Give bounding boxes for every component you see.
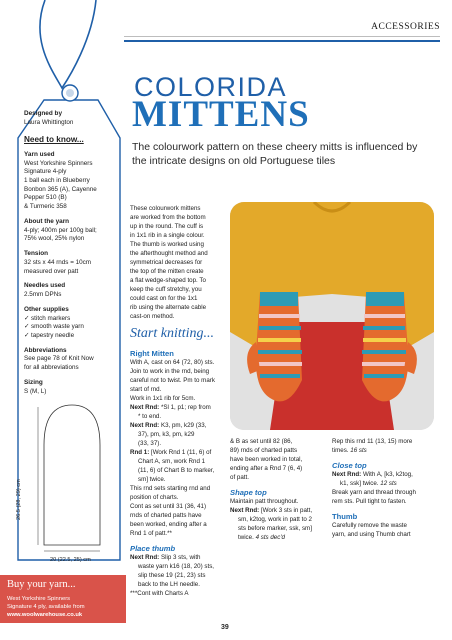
pattern-line: * to end. bbox=[138, 412, 162, 420]
shape-top-column bbox=[230, 438, 330, 543]
pattern-line: With A, cast on 64 (72, 80) sts. bbox=[130, 359, 215, 366]
intro-column bbox=[130, 205, 226, 322]
intro-line: up in the round. The cuff is bbox=[130, 222, 204, 230]
header-accent-rule bbox=[124, 40, 440, 42]
pattern-line: (11, 6) of Chart B to marker, bbox=[138, 466, 215, 474]
pattern-line: sm] twice. bbox=[138, 475, 166, 483]
pattern-line: been worked, ending after a bbox=[130, 520, 207, 528]
intro-line: could cast on for the 1x1 bbox=[130, 294, 198, 302]
pattern-line: twice. bbox=[238, 533, 254, 541]
sizing-line: S (M, L) bbox=[24, 387, 47, 395]
pattern-line: ending after a Rnd 7 (6, 4) bbox=[230, 464, 303, 472]
round-label: Next Rnd: bbox=[230, 506, 260, 514]
pattern-line: slip these 19 (21, 23) sts bbox=[138, 571, 206, 579]
right-mitten-column bbox=[130, 348, 230, 599]
yarn-used-label: Yarn used bbox=[24, 150, 55, 158]
place-thumb-heading: Place thumb bbox=[130, 543, 176, 553]
pattern-line: Carefully remove the waste bbox=[332, 521, 407, 529]
intro-line: These colourwork mittens bbox=[130, 205, 201, 212]
pattern-line: Chart A, sm, work Rnd 1 bbox=[138, 457, 206, 465]
intro-line: The thumb is worked using bbox=[130, 240, 204, 248]
needles-line: 2.5mm DPNs bbox=[24, 291, 62, 299]
tension-line: measured over patt bbox=[24, 267, 79, 275]
yarn-line: 1 ball each in Blueberry bbox=[24, 177, 90, 185]
pattern-line: Work in 1x1 rib for 5cm. bbox=[130, 394, 196, 402]
intro-line: a flat wedge-shaped top. To bbox=[130, 276, 206, 284]
stitch-count-note: 16 sts bbox=[350, 446, 367, 454]
shape-top-heading: Shape top bbox=[230, 487, 267, 497]
round-text: K3, pm, k29 (33, bbox=[160, 421, 207, 429]
about-yarn-line: 4-ply; 400m per 100g ball; bbox=[24, 226, 97, 234]
round-label: Rnd 1: bbox=[130, 448, 150, 456]
yarn-line: Pepper 510 (B) bbox=[24, 194, 67, 202]
stitch-count-note: 12 sts bbox=[380, 479, 397, 487]
page-number: 39 bbox=[221, 624, 229, 631]
intro-line: the top of the mitten create bbox=[130, 267, 204, 275]
yarn-line: Signature 4-ply bbox=[24, 168, 67, 176]
round-label: Next Rnd: bbox=[130, 403, 160, 411]
mitten-height-label: 26.5 (28, 29) cm bbox=[16, 479, 22, 520]
section-label: ACCESSORIES bbox=[371, 22, 440, 32]
pattern-line: times. bbox=[332, 446, 349, 454]
title-colorida: COLORIDA bbox=[134, 72, 288, 102]
round-label: Next Rnd: bbox=[130, 421, 160, 429]
supplies-line: ✓ smooth waste yarn bbox=[24, 323, 84, 331]
pattern-line: Rep this rnd 11 (13, 15) more bbox=[332, 438, 413, 445]
designer-name: Laura Whittington bbox=[24, 118, 74, 126]
standfirst: The colourwork pattern on these cheery mitts is influenced by the intricate designs on old Portuguese tiles bbox=[132, 141, 418, 168]
pattern-line: k1, ssk] twice. bbox=[340, 479, 379, 487]
pattern-line: (33, 37). bbox=[138, 439, 162, 447]
buy-yarn-title: Buy your yarn... bbox=[7, 579, 76, 590]
pattern-line: sm, k2tog, work in patt to 2 bbox=[238, 515, 312, 523]
need-to-know-panel bbox=[24, 104, 116, 396]
pattern-line: Join to work in the rnd, being bbox=[130, 367, 210, 375]
title-mittens: MITTENS bbox=[132, 94, 310, 135]
decrease-note: 4 sts dec'd bbox=[255, 533, 285, 541]
pattern-line: have been worked in total, bbox=[230, 455, 303, 463]
yarn-line: Bonbon 365 (A), Cayenne bbox=[24, 185, 97, 193]
pattern-line: start of rnd. bbox=[130, 385, 162, 393]
pattern-line: Break yarn and thread through bbox=[332, 488, 416, 496]
pattern-line: 37), pm, k3, pm, k29 bbox=[138, 430, 195, 438]
intro-line: the afterthought method and bbox=[130, 249, 208, 257]
intro-line: are worked from the bottom bbox=[130, 213, 206, 221]
round-text: [Work 3 sts in patt, bbox=[260, 506, 313, 514]
about-yarn-label: About the yarn bbox=[24, 217, 70, 225]
about-yarn-line: 75% wool, 25% nylon bbox=[24, 235, 85, 243]
pattern-line: 89) rnds of charted patts bbox=[230, 446, 298, 454]
mitten-width-label: 20 (22.5, 25) cm bbox=[50, 557, 91, 563]
round-text: [Work Rnd 1 (11, 6) of bbox=[150, 448, 212, 456]
pattern-line: position of charts. bbox=[130, 493, 179, 501]
round-label: Next Rnd: bbox=[332, 470, 362, 478]
supplies-line: ✓ stitch markers bbox=[24, 314, 71, 322]
abbreviations-label: Abbreviations bbox=[24, 346, 67, 354]
pattern-line: ***Cont with Charts A bbox=[130, 589, 189, 597]
tension-label: Tension bbox=[24, 249, 49, 257]
pattern-line: rem sts. Pull tight to fasten. bbox=[332, 497, 407, 505]
close-top-column bbox=[332, 438, 436, 540]
yarn-line: West Yorkshire Spinners bbox=[24, 159, 93, 167]
pattern-line: of patt. bbox=[230, 473, 249, 481]
pattern-line: Maintain patt throughout. bbox=[230, 497, 299, 505]
pattern-line: & B as set until 82 (86, bbox=[230, 438, 293, 445]
close-top-heading: Close top bbox=[332, 460, 367, 470]
mittens-photo bbox=[230, 202, 434, 430]
mitten-schematic bbox=[34, 385, 114, 555]
supplies-label: Other supplies bbox=[24, 305, 69, 313]
header-rule bbox=[124, 36, 440, 37]
pattern-line: sts before marker, ssk, sm] bbox=[238, 524, 312, 532]
pattern-line: Cont as set until 31 (36, 41) bbox=[130, 502, 207, 510]
needles-label: Needles used bbox=[24, 282, 66, 290]
right-mitten-heading: Right Mitten bbox=[130, 349, 174, 358]
pattern-line: Rnd 1 of patt.** bbox=[130, 529, 172, 537]
abbreviations-line: for all abbreviations bbox=[24, 364, 79, 372]
intro-line: cast-on method. bbox=[130, 312, 175, 320]
mittens-photo-illustration bbox=[230, 202, 434, 430]
sizing-label: Sizing bbox=[24, 378, 43, 386]
round-text: With A, [k3, k2tog, bbox=[362, 470, 413, 478]
pattern-line: This rnd sets starting rnd and bbox=[130, 484, 211, 492]
pattern-line: back to the LH needle. bbox=[138, 580, 200, 588]
round-text: *Sl 1, p1; rep from bbox=[160, 403, 211, 411]
buy-yarn-line: Signature 4 ply, available from bbox=[7, 604, 85, 610]
round-label: Next Rnd: bbox=[130, 553, 160, 561]
buy-yarn-link[interactable]: www.woolwarehouse.co.uk bbox=[7, 612, 83, 618]
pattern-line: careful not to twist. Pm to mark bbox=[130, 376, 215, 384]
yarn-line: & Turmeric 358 bbox=[24, 203, 67, 211]
intro-line: rib using the alternate cable bbox=[130, 303, 207, 311]
abbreviations-line: See page 78 of Knit Now bbox=[24, 355, 94, 363]
intro-line: symmetrical decreases for bbox=[130, 258, 203, 266]
tension-line: 32 sts x 44 rnds = 10cm bbox=[24, 258, 92, 266]
supplies-line: ✓ tapestry needle bbox=[24, 331, 75, 339]
thumb-heading: Thumb bbox=[332, 511, 358, 521]
round-text: Slip 3 sts, with bbox=[160, 553, 201, 561]
pattern-line: waste yarn k16 (18, 20) sts, bbox=[138, 562, 215, 570]
intro-line: in 1x1 rib in a single colour. bbox=[130, 231, 205, 239]
designed-by-label: Designed by bbox=[24, 110, 62, 117]
start-knitting-heading: Start knitting... bbox=[130, 326, 214, 341]
pattern-line: rnds of charted patts have bbox=[130, 511, 202, 519]
buy-yarn-line: West Yorkshire Spinners bbox=[7, 596, 71, 602]
need-to-know-heading: Need to know... bbox=[24, 134, 84, 144]
pattern-line: yarn, and using Thumb chart bbox=[332, 530, 411, 538]
intro-line: keep the cuff stretchy, you bbox=[130, 285, 202, 293]
buy-yarn-box bbox=[0, 575, 126, 623]
